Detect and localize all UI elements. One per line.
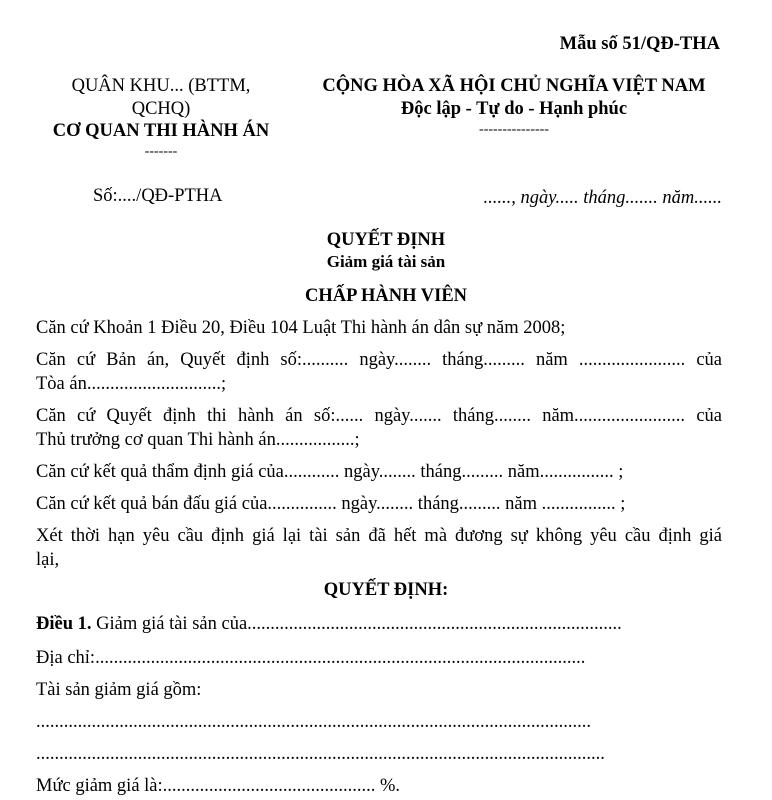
- left-header-line2: QCHQ): [131, 99, 191, 119]
- left-header-divider: -------: [144, 144, 178, 159]
- basis-consideration: [36, 524, 722, 572]
- basis-appraisal: [36, 460, 722, 484]
- document-title: QUYẾT ĐỊNH: [326, 230, 446, 250]
- basis-law-text: Căn cứ Khoản 1 Điều 20, Điều 104 Luật Thi hành án dân sự năm 2008;: [36, 318, 566, 338]
- article-1-discount-rate: Mức giảm giá là:.............................................. %.: [36, 776, 401, 796]
- basis-judgment-line2: Tòa án.............................;: [36, 374, 227, 394]
- document-subtitle: Giảm giá tài sản: [326, 252, 446, 271]
- article-1-assets-line1: ........................................................................................................................: [36, 712, 591, 732]
- basis-auction: [36, 492, 722, 516]
- basis-consideration-line2: lại,: [36, 550, 60, 570]
- article-1: [36, 614, 622, 635]
- basis-auction-text: Căn cứ kết quả bán đấu giá của............... ngày........ tháng......... năm ................ ;: [36, 494, 626, 514]
- article-1-assets-label: Tài sản giảm giá gồm:: [36, 680, 202, 700]
- article-1-text: Giảm giá tài sản của.................................................................................: [91, 614, 622, 634]
- decision-heading: QUYẾT ĐỊNH:: [323, 580, 449, 600]
- basis-judgment-line1: Căn cứ Bản án, Quyết định số:.......... ngày........ tháng......... năm ....................... của: [36, 350, 722, 370]
- country-motto: Độc lập - Tự do - Hạnh phúc: [400, 99, 628, 119]
- left-header-agency: CƠ QUAN THI HÀNH ÁN: [52, 121, 270, 141]
- basis-consideration-line1: Xét thời hạn yêu cầu định giá lại tài sản đã hết mà đương sự không yêu cầu định giá: [36, 526, 722, 546]
- country-name: CỘNG HÒA XÃ HỘI CHỦ NGHĨA VIỆT NAM: [322, 76, 706, 96]
- date-line: ......, ngày..... tháng....... năm......: [483, 188, 722, 208]
- article-1-address: Địa chỉ:..........................................................................................................: [36, 648, 586, 668]
- motto-divider: ---------------: [479, 122, 549, 137]
- left-header-line1: QUÂN KHU... (BTTM,: [71, 76, 251, 96]
- issuer-title: CHẤP HÀNH VIÊN: [304, 286, 468, 306]
- form-number: Mẫu số 51/QĐ-THA: [559, 34, 720, 54]
- article-1-assets-line2: ...........................................................................................................................: [36, 744, 605, 764]
- article-1-label: Điều 1.: [36, 614, 92, 634]
- basis-enforcement-decision: [36, 404, 722, 452]
- basis-enforcement-line2: Thủ trưởng cơ quan Thi hành án.................;: [36, 430, 360, 450]
- basis-judgment: [36, 348, 722, 396]
- basis-appraisal-text: Căn cứ kết quả thẩm định giá của............ ngày........ tháng......... năm................ ;: [36, 462, 624, 482]
- document-number: Số:..../QĐ-PTHA: [93, 186, 223, 206]
- basis-enforcement-line1: Căn cứ Quyết định thi hành án số:...... ngày....... tháng........ năm........................ của: [36, 406, 722, 426]
- basis-law: [36, 316, 722, 340]
